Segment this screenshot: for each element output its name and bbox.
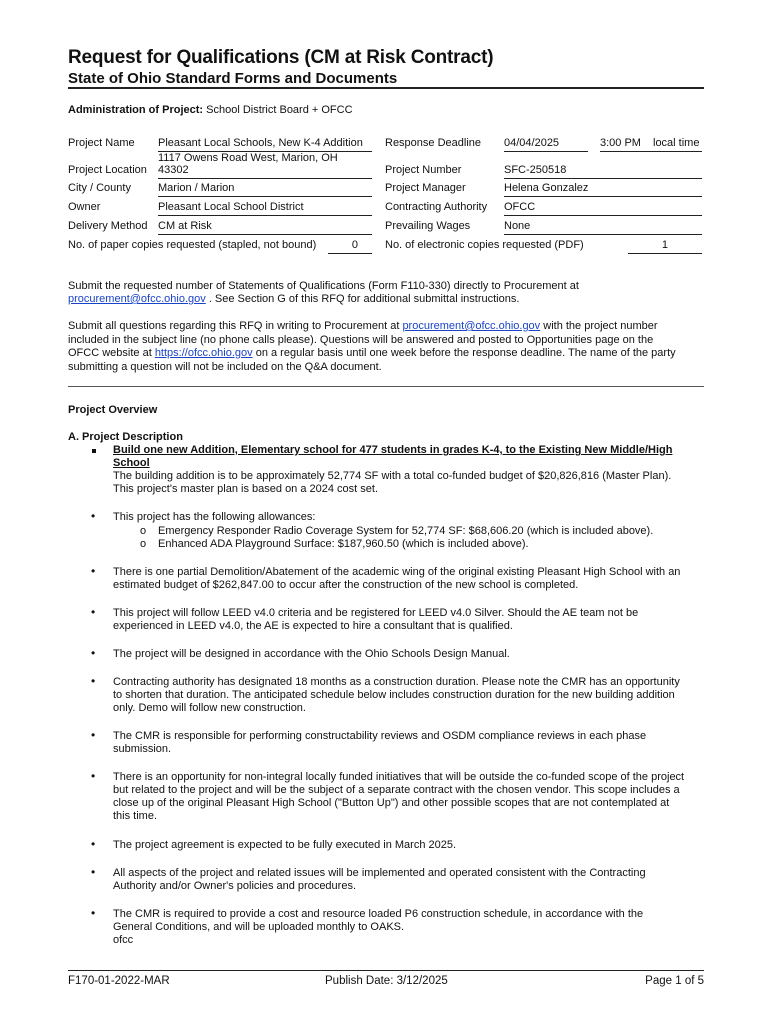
section-a-heading: A. Project Description: [68, 431, 183, 443]
project-overview-heading: Project Overview: [68, 404, 158, 416]
project-name-value: Pleasant Local Schools, New K-4 Addition: [158, 137, 372, 152]
deadline-suffix-underline: [648, 151, 702, 152]
project-location-line1: 1117 Owens Road West, Marion, OH: [158, 152, 338, 164]
response-deadline-suffix: local time: [653, 137, 700, 149]
admin-label: Administration of Project:: [68, 104, 204, 116]
project-number-label: Project Number: [385, 164, 462, 176]
list-item: All aspects of the project and related issues will be implemented and operated consistent with the Contracting Authority and/or Owner's policies and procedures.: [113, 867, 646, 892]
prevailing-wages-value: None: [504, 220, 702, 235]
response-deadline-label: Response Deadline: [385, 137, 482, 149]
bullet-icon: •: [91, 728, 96, 742]
procurement-email-link-2[interactable]: procurement@ofcc.ohio.gov: [402, 320, 541, 332]
bullet-icon: •: [91, 769, 96, 783]
list-item: There is one partial Demolition/Abatement of the academic wing of the original existing Pleasant High School with an estimated budget of $262,847.00 to occur after the construction of the new school is completed.: [113, 566, 681, 591]
project-name-label: Project Name: [68, 137, 135, 149]
project-manager-value: Helena Gonzalez: [504, 182, 702, 197]
page-subtitle: State of Ohio Standard Forms and Documents: [68, 70, 398, 87]
response-deadline-date: 04/04/2025: [504, 137, 588, 152]
bullet-icon: •: [91, 674, 96, 688]
list-item: This project will follow LEED v4.0 criteria and be registered for LEED v4.0 Silver. Should the AE team not be experienced in LEED v4.0, the AE is expected to hire a consultant that is qualified.: [113, 607, 639, 632]
electronic-copies-label: No. of electronic copies requested (PDF): [385, 239, 584, 251]
submit-paragraph-2: Submit all questions regarding this RFQ in writing to Procurement at procurement@ofcc.ohio.gov with the project number included in the subject line (no phone calls please). Questions will be answered and posted to Opportunities page on the OFCC website at https://ofcc.ohio.gov on a regular basis until one week before the response deadline. The name of the party submitting a question will not be included on the Q&A document.: [68, 320, 676, 373]
bullet-icon: •: [91, 865, 96, 879]
contracting-authority-label: Contracting Authority: [385, 201, 488, 213]
submit-paragraph-1: Submit the requested number of Statements of Qualifications (Form F110-330) directly to Procurement at procurement@ofcc.ohio.gov . See Section G of this RFQ for additional submittal instructions.: [68, 280, 579, 305]
lead-item: Build one new Addition, Elementary school for 477 students in grades K-4, to the Existing New Middle/High School The building addition is to be approximately 52,774 SF with a total co-funded budget of $20,826,816 (Master Plan). This project's master plan is based on a 2024 cost set.: [113, 444, 673, 495]
square-bullet-icon: [92, 449, 96, 453]
procurement-email-link[interactable]: procurement@ofcc.ohio.gov: [68, 293, 206, 305]
sub-list-item: Enhanced ADA Playground Surface: $187,960.50 (which is included above).: [158, 538, 529, 550]
section-divider: [68, 386, 704, 387]
city-county-label: City / County: [68, 182, 131, 194]
paper-copies-value: 0: [328, 239, 372, 254]
bullet-icon: •: [91, 906, 96, 920]
delivery-method-value: CM at Risk: [158, 220, 372, 235]
sub-list-item: Emergency Responder Radio Coverage System for 52,774 SF: $68,606.20 (which is included above).: [158, 525, 654, 537]
administration-line: [68, 104, 353, 117]
delivery-method-label: Delivery Method: [68, 220, 148, 232]
list-item: The CMR is required to provide a cost and resource loaded P6 construction schedule, in accordance with the General Conditions, and will be uploaded monthly to OAKS. ofcc: [113, 908, 644, 946]
circle-bullet-icon: o: [140, 538, 147, 550]
list-item: The CMR is responsible for performing constructability reviews and OSDM compliance reviews in each phase submission.: [113, 730, 647, 755]
project-number-value: SFC-250518: [504, 164, 702, 179]
project-location-line2: 43302: [158, 164, 372, 179]
circle-bullet-icon: o: [140, 525, 147, 537]
bullet-icon: •: [91, 837, 96, 851]
footer-publish-date: Publish Date: 3/12/2025: [325, 975, 448, 987]
list-item: The project will be designed in accordance with the Ohio Schools Design Manual.: [113, 648, 510, 660]
admin-value: School District Board + OFCC: [206, 104, 353, 116]
list-item: There is an opportunity for non-integral locally funded initiatives that will be outside the co-funded scope of the project but related to the project and will be the subject of a separate contract with the chosen vendor. This scope includes a close up of the original Pleasant High School ("Button Up") and other possible scopes that are not contemplated at this time.: [113, 771, 685, 822]
bullet-icon: •: [91, 605, 96, 619]
page-title: Request for Qualifications (CM at Risk Contract): [68, 47, 494, 68]
owner-value: Pleasant Local School District: [158, 201, 372, 216]
city-county-value: Marion / Marion: [158, 182, 372, 197]
footer-page-number: Page 1 of 5: [645, 975, 704, 987]
paper-copies-label: No. of paper copies requested (stapled, not bound): [68, 239, 317, 251]
owner-label: Owner: [68, 201, 101, 213]
project-location-label: Project Location: [68, 164, 147, 176]
list-item: This project has the following allowances:: [113, 511, 316, 523]
bullet-icon: •: [91, 509, 96, 523]
project-manager-label: Project Manager: [385, 182, 466, 194]
contracting-authority-value: OFCC: [504, 201, 702, 216]
footer-form-id: F170-01-2022-MAR: [68, 975, 170, 987]
footer-divider: [68, 970, 704, 971]
response-deadline-time: 3:00 PM: [600, 137, 648, 152]
ofcc-website-link[interactable]: https://ofcc.ohio.gov: [154, 347, 253, 359]
bullet-icon: •: [91, 564, 96, 578]
list-item: The project agreement is expected to be fully executed in March 2025.: [113, 839, 457, 851]
list-item: Contracting authority has designated 18 months as a construction duration. Please note the CMR has an opportunity to shorten that duration. The anticipated schedule below includes construction duration for the new building addition only. Demo will follow new construction.: [113, 676, 680, 714]
electronic-copies-value: 1: [628, 239, 702, 254]
prevailing-wages-label: Prevailing Wages: [385, 220, 471, 232]
title-divider: [68, 87, 704, 89]
bullet-icon: •: [91, 646, 96, 660]
